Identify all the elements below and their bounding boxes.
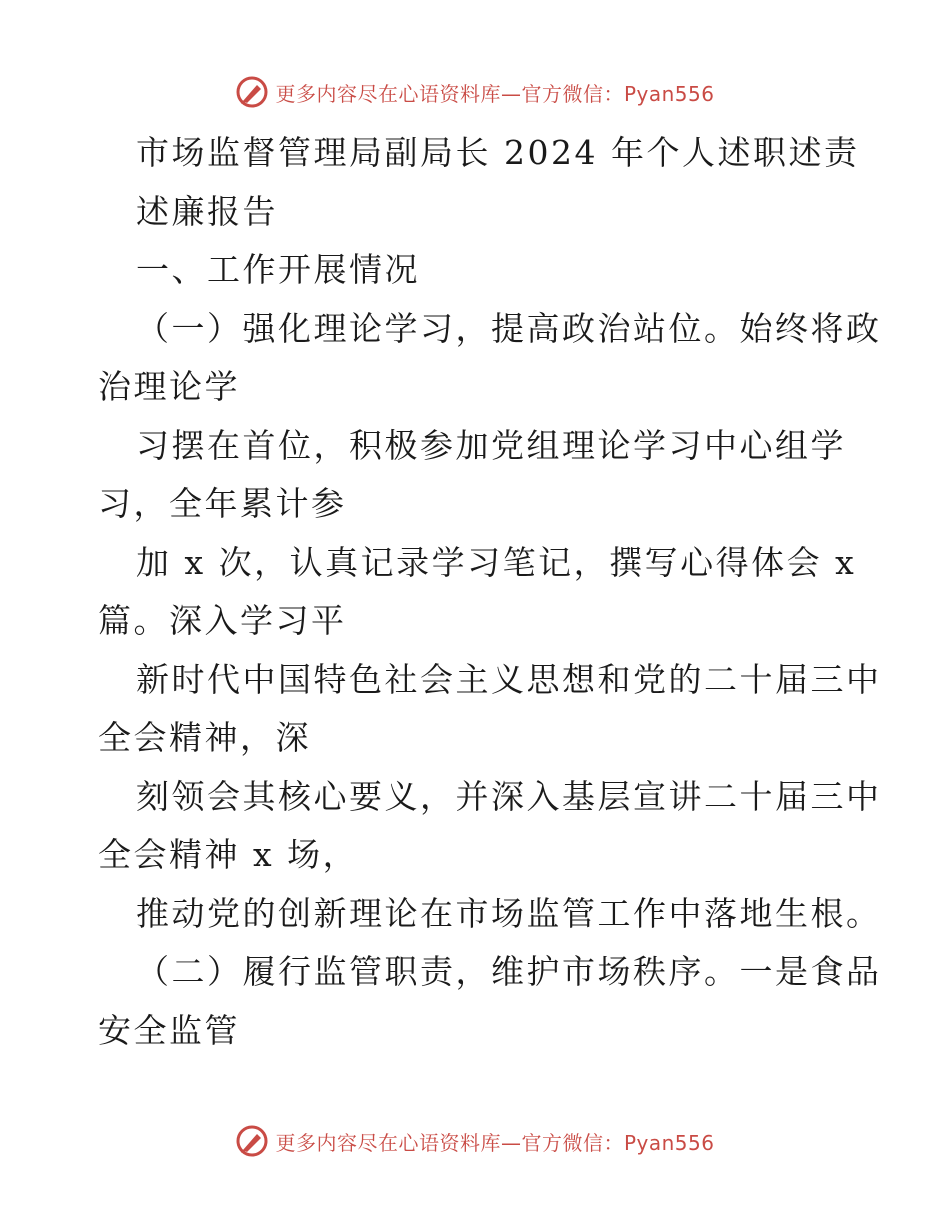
paragraph-line: 推动党的创新理论在市场监管工作中落地生根。 [136,893,882,933]
paragraph-line: 习摆在首位，积极参加党组理论学习中心组学 [136,425,846,465]
paragraph-line: （二）履行监管职责，维护市场秩序。一是食品 [136,952,882,991]
watermark-text: 更多内容尽在心语资料库—官方微信：Pyan556 [275,81,715,106]
document-title-line-1: 市场监督管理局副局长 2024 年个人述职述责 [136,133,860,172]
paragraph-line: 刻领会其核心要义，并深入基层宣讲二十届三中 [136,776,882,816]
paragraph-line: （一）强化理论学习，提高政治站位。始终将政 [136,308,882,348]
watermark-header [0,72,950,112]
paragraph-line: 习，全年累计参 [98,484,347,523]
paragraph-line: 篇。深入学习平 [98,601,347,640]
paragraph-line: 全会精神 x 场， [98,835,359,874]
paragraph-line: 治理论学 [98,367,240,406]
paragraph-line: 加 x 次，认真记录学习笔记，撰写心得体会 x [136,542,857,582]
section-heading: 一、工作开展情况 [136,250,420,289]
watermark-text: 更多内容尽在心语资料库—官方微信：Pyan556 [275,1130,715,1155]
document-body [98,124,882,1060]
pen-logo-icon [235,1124,269,1158]
paragraph-line: 安全监管 [98,1010,240,1050]
watermark-footer [0,1121,950,1161]
document-title-line-2: 述廉报告 [136,191,278,231]
paragraph-line: 新时代中国特色社会主义思想和党的二十届三中 [136,659,882,699]
pen-logo-icon [235,75,269,109]
paragraph-line: 全会精神，深 [98,718,311,757]
